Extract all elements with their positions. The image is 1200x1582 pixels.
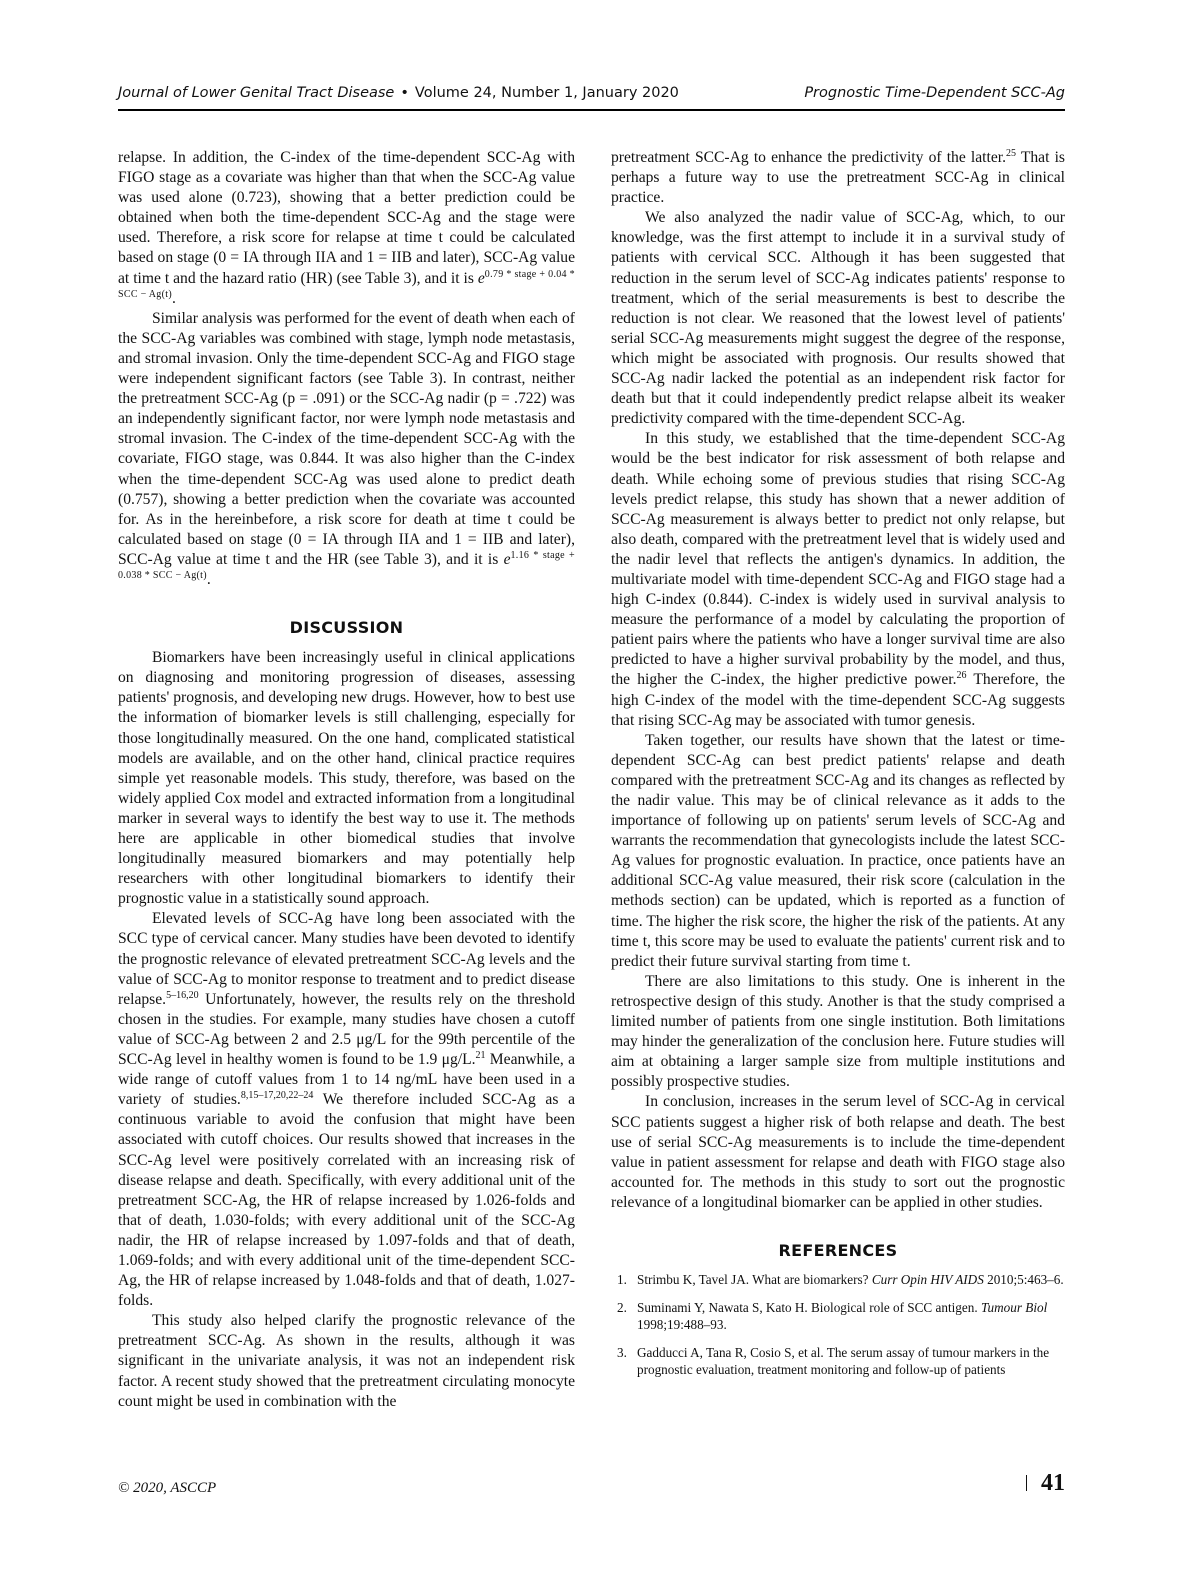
- paragraph-text: Meanwhile, a wide range of cutoff values from 1 to 14 ng/mL have been used in a variety of studies.: [118, 1051, 575, 1109]
- reference-text: Suminami Y, Nawata S, Kato H. Biological role of SCC antigen.: [637, 1299, 981, 1315]
- paragraph-text: We therefore included SCC-Ag as a continuous variable to avoid the confusion that might have been associated with cutoff choices. Our results showed that increases in the SCC-Ag level were positively correlated with an increasing risk of disease relapse and death. Specifically, with every additional unit of the pretreatment SCC-Ag, the HR of relapse increased by 1.026-folds and that of death, 1.030-folds; with every additional unit of the SCC-Ag nadir, the HR of relapse increased by 1.097-folds and that of death, 1.069-folds; and with every additional unit of the time-dependent SCC-Ag, the HR of relapse increased by 1.048-folds and that of death, 1.027-folds.: [118, 1091, 575, 1310]
- reference-item: [611, 1271, 1065, 1289]
- paragraph-taken-together: Taken together, our results have shown that the latest or time-dependent SCC-Ag can best predict patients' relapse and death compared with the pretreatment SCC-Ag and its changes as reflected by the nadir value. This may be of clinical relevance as it adds to the importance of following up on patients' serum levels of SCC-Ag and warrants the recommendation that gynecologists include the latest SCC-Ag values for prognostic evaluation. In practice, once patients have an additional SCC-Ag value measured, their risk score (calculation in the methods section) can be updated, which is reported as a function of time. The higher the risk score, the higher the risk of the patients. At any time t, this score may be used to evaluate the patients' current risk and to predict their future survival starting from time t.: [611, 731, 1065, 970]
- paragraph-death-analysis: Similar analysis was performed for the event of death when each of the SCC-Ag variables was combined with stage, lymph node metastasis, and stromal invasion. Only the time-dependent SCC-Ag and FIGO stage were independent significant factors (see Table 3). In contrast, neither the pretreatment SCC-Ag (p = .091) or the SCC-Ag nadir (p = .722) was an independently significant factor, nor were lymph node metastasis and stromal invasion. The C-index of the time-dependent SCC-Ag with the covariate, FIGO stage, was 0.844. It was also higher than the C-index when the time-dependent SCC-Ag was used alone to predict death (0.757), showing a better prediction when the covariate was accounted for. As in the hereinbefore, a risk score for death at time t could be calculated based on stage (0 = IA through IIA and 1 = IIB and later), SCC-Ag value at time t and the HR (see Table 3), and it is $e^{1.16 * stage + 0.038 * SCC - Ag(t)}$.: [118, 309, 575, 588]
- left-column: [118, 148, 575, 1478]
- running-head: [118, 85, 1065, 111]
- citation: 26: [956, 670, 967, 682]
- formula-exponent: 0.79 * stage + 0.04 * SCC − Ag(t): [118, 268, 575, 300]
- paragraph-elevated-levels: [118, 909, 575, 1311]
- citation: 8,15–17,20,22–24: [240, 1090, 314, 1102]
- reference-number: 1.: [617, 1272, 627, 1288]
- reference-text: Strimbu K, Tavel JA. What are biomarkers?: [637, 1272, 872, 1288]
- paragraph-text: That is perhaps a future way to use the pretreatment SCC-Ag in clinical practice.: [611, 149, 1065, 207]
- volume-info: Volume 24, Number 1, January 2020: [414, 85, 679, 101]
- discussion-heading: DISCUSSION: [289, 618, 404, 638]
- page-number: 41: [1041, 1470, 1065, 1496]
- reference-text: 2010;5:463–6.: [983, 1272, 1064, 1288]
- paragraph-text: relapse. In addition, the C-index of the time-dependent SCC-Ag with FIGO stage as a covariate was higher than that when the SCC-Ag value was used alone (0.723), showing that a better prediction could be obtained when both the time-dependent SCC-Ag and the stage were used. Therefore, a risk score for relapse at time t could be calculated based on stage (0 = IA through IIA and 1 = IIB and later), SCC-Ag value at time t and the hazard ratio (HR) (see Table 3), and it is: [118, 149, 575, 287]
- page-number-block: [1026, 1470, 1066, 1497]
- reference-number: 3.: [617, 1344, 627, 1360]
- formula-exponent: 1.16 * stage + 0.038 * SCC − Ag(t): [118, 549, 575, 581]
- page-divider: [1026, 1475, 1028, 1491]
- reference-text: 1998;19:488–93.: [637, 1317, 727, 1333]
- paragraph-time-dependent: [611, 429, 1065, 730]
- reference-text: Gadducci A, Tana R, Cosio S, et al. The serum assay of tumour markers in the prognostic evaluation, treatment monitoring and follow-up of patients: [637, 1344, 1050, 1378]
- reference-list: [611, 1271, 1065, 1379]
- paragraph-pretreatment: This study also helped clarify the prognostic relevance of the pretreatment SCC-Ag. As shown in the results, although it was significant in the univariate analysis, it was not an independent risk factor. A recent study showed that the pretreatment circulating monocyte count might be used in combination with the: [118, 1312, 575, 1410]
- paragraph-biomarkers: Biomarkers have been increasingly useful in clinical applications on diagnosing and monitoring progression of diseases, assessing patients' prognosis, and developing new drugs. However, how to best use the information of biomarker levels is still challenging, especially for those longitudinally measured. On the one hand, complicated statistical models are available, and on the other hand, clinical practice requires simple yet reasonable models. This study, therefore, was based on the widely applied Cox model and extracted information from a longitudinal marker in several ways to identify the best way to use it. The methods here are applicable in other biomedical studies that involve longitudinally measured biomarkers and may potentially help researchers with other longitudinal biomarkers to identify their prognostic value in a statistically sound approach.: [118, 649, 575, 908]
- paragraph-limitations: There are also limitations to this study. One is inherent in the retrospective design of this study. Another is that the study comprised a limited number of patients from one single institution. Both limitations may hinder the generalization of the conclusion here. Future studies will aim at obtaining a larger sample size from multiple institutions and possibly prospective studies.: [611, 972, 1065, 1091]
- reference-item: [611, 1299, 1065, 1334]
- formula-e: e: [503, 550, 511, 568]
- paragraph-conclusion: In conclusion, increases in the serum level of SCC-Ag in cervical SCC patients suggest a higher risk of both relapse and death. The best use of serial SCC-Ag measurements is to include the time-dependent value in patient assessment for relapse and death with FIGO stage also accounted for. The methods in this study to sort out the prognostic relevance of a longitudinal biomarker can be applied in other studies.: [611, 1093, 1065, 1211]
- citation: 5–16,20: [166, 989, 199, 1001]
- running-title: Prognostic Time-Dependent SCC-Ag: [804, 85, 1065, 101]
- paragraph-text: pretreatment SCC-Ag to enhance the predictivity of the latter.: [611, 149, 1006, 166]
- copyright-notice: © 2020, ASCCP: [118, 1480, 217, 1496]
- paragraph-text: Therefore, the high C-index of the model with the time-dependent SCC-Ag suggests that rising SCC-Ag may be associated with tumor genesis.: [611, 671, 1065, 729]
- bullet-separator: •: [400, 85, 409, 101]
- citation: 25: [1005, 148, 1016, 159]
- journal-name: Journal of Lower Genital Tract Disease: [118, 85, 395, 101]
- reference-journal: Tumour Biol: [980, 1299, 1048, 1315]
- reference-journal: Curr Opin HIV AIDS: [871, 1272, 984, 1288]
- paragraph-relapse-risk: relapse. In addition, the C-index of the time-dependent SCC-Ag with FIGO stage as a covariate was higher than that when the SCC-Ag value was used alone (0.723), showing that a better prediction could be obtained when both the time-dependent SCC-Ag and the stage were used. Therefore, a risk score for relapse at time t could be calculated based on stage (0 = IA through IIA and 1 = IIB and later), SCC-Ag value at time t and the hazard ratio (HR) (see Table 3), and it is $e^{0.79 * stage + 0.04 * SCC - Ag(t)}$.: [118, 149, 575, 307]
- paragraph-continued: [611, 148, 1065, 208]
- journal-citation: [118, 85, 679, 101]
- paragraph-text: Unfortunately, however, the results rely on the threshold chosen in the studies. For example, many studies have chosen a cutoff value of SCC-Ag between 2 and 2.5 μg/L for the 99th percentile of the SCC-Ag level in healthy women is found to be 1.9 μg/L.: [118, 990, 575, 1069]
- paragraph-text: Similar analysis was performed for the event of death when each of the SCC-Ag variables was combined with stage, lymph node metastasis, and stromal invasion. Only the time-dependent SCC-Ag and FIGO stage were independent significant factors (see Table 3). In contrast, neither the pretreatment SCC-Ag (p = .091) or the SCC-Ag nadir (p = .722) was an independently significant factor, nor were lymph node metastasis and stromal invasion. The C-index of the time-dependent SCC-Ag with the covariate, FIGO stage, was 0.844. It was also higher than the C-index when the time-dependent SCC-Ag was used alone to predict death (0.757), showing a better prediction when the covariate was accounted for. As in the hereinbefore, a risk score for death at time t could be calculated based on stage (0 = IA through IIA and 1 = IIB and later), SCC-Ag value at time t and the HR (see Table 3), and it is: [118, 309, 575, 568]
- reference-item: [611, 1344, 1065, 1379]
- citation: 21: [475, 1049, 486, 1061]
- reference-number: 2.: [617, 1299, 627, 1315]
- right-column: [611, 148, 1065, 1478]
- paragraph-nadir: We also analyzed the nadir value of SCC-Ag, which, to our knowledge, was the first attempt to include it in a survival study of patients with cervical SCC. Although it has been suggested that reduction in the serum level of SCC-Ag indicates patients' response to treatment, which of the serial measurements is best to describe the reduction is not clear. We reasoned that the lowest level of patients' serial SCC-Ag measurements might suggest the degree of the response, which might be associated with prognosis. Our results showed that SCC-Ag nadir lacked the potential as an independent risk factor for death but that it could independently predict relapse albeit its weaker predictivity compared with the time-dependent SCC-Ag.: [611, 209, 1065, 428]
- references-heading: REFERENCES: [778, 1240, 898, 1260]
- paragraph-text: Elevated levels of SCC-Ag have long been associated with the SCC type of cervical cancer. Many studies have been devoted to identify the prognostic relevance of elevated pretreatment SCC-Ag levels and the value of SCC-Ag to monitor response to treatment and to predict disease relapse.: [118, 910, 575, 1008]
- formula-e: e: [477, 269, 485, 287]
- paragraph-text: In this study, we established that the time-dependent SCC-Ag would be the best indicator for risk assessment of both relapse and death. While echoing some of previous studies that rising SCC-Ag levels predict relapse, this study has shown that a newer addition of SCC-Ag measurement is always better to predict not only relapse, but also death, compared with the pretreatment level that is widely used and the nadir level that reflects the antigen's dynamics. In addition, the multivariate model with time-dependent SCC-Ag and FIGO stage had a high C-index (0.844). C-index is widely used in survival analysis to measure the performance of a model by calculating the proportion of patient pairs where the patients who have a longer survival time are also predicted to have a higher survival probability by the model, and thus, the higher the C-index, the higher predictive power.: [611, 430, 1065, 689]
